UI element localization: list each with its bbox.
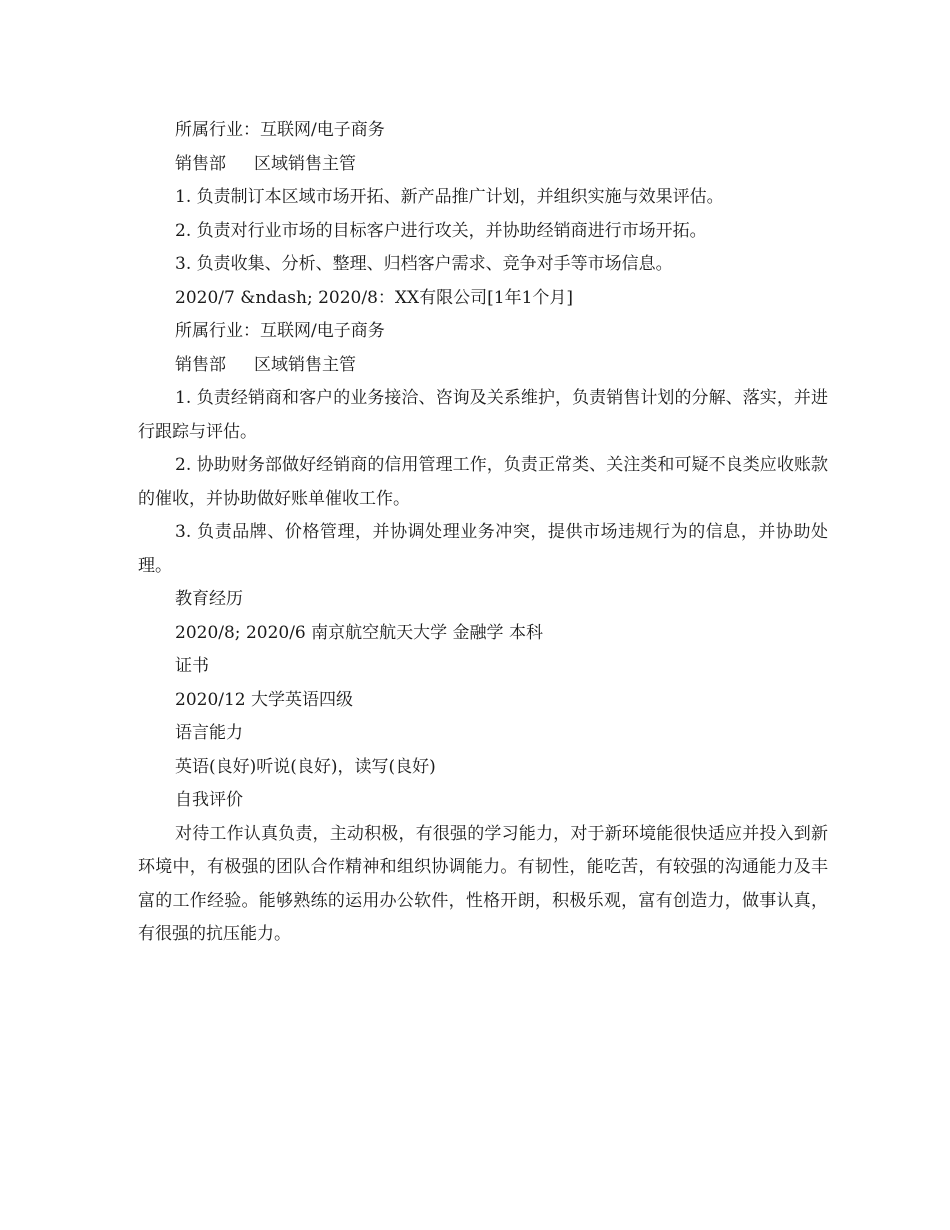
job2-dept-position [138, 148, 828, 182]
job2-industry: 所属行业：互联网/电子商务 [175, 120, 385, 140]
resume-content [138, 114, 828, 952]
job3-dept-position [138, 349, 828, 383]
job2-department: 销售部 [175, 153, 226, 174]
job3-department: 销售部 [175, 354, 226, 375]
language-entry: 英语(良好)听说(良好)，读写(良好) [175, 756, 436, 777]
job2-duty-3: 3. 负责收集、分析、整理、归档客户需求、竞争对手等市场信息。 [175, 254, 673, 274]
job3-duty-3: 3. 负责品牌、价格管理，并协调处理业务冲突，提供市场违规行为的信息，并协助处理。 [138, 522, 828, 576]
self-evaluation-text: 对待工作认真负责，主动积极，有很强的学习能力，对于新环境能很快适应并投入到新环境中，有极强的团队合作精神和组织协调能力。有韧性，能吃苦，有较强的沟通能力及丰富的工作经验。能够熟练的运用办公软件，性格开朗，积极乐观，富有创造力，做事认真，有很强的抗压能力。 [138, 823, 828, 944]
certificates-heading: 证书 [175, 656, 209, 676]
language-heading: 语言能力 [175, 723, 243, 743]
self-evaluation-heading: 自我评价 [175, 790, 243, 810]
certificates-entry: 2020/12 大学英语四级 [175, 689, 354, 710]
job3-industry: 所属行业：互联网/电子商务 [175, 321, 385, 341]
job3-period: 2020/7 &ndash; 2020/8：XX有限公司[1年1个月] [175, 287, 574, 308]
job2-duty-1: 1. 负责制订本区域市场开拓、新产品推广计划，并组织实施与效果评估。 [175, 187, 724, 207]
job3-position: 区域销售主管 [254, 354, 356, 375]
job2-position: 区域销售主管 [254, 153, 356, 174]
education-entry: 2020/8; 2020/6 南京航空航天大学 金融学 本科 [175, 622, 543, 643]
education-heading: 教育经历 [175, 589, 243, 609]
job3-duty-1: 1. 负责经销商和客户的业务接洽、咨询及关系维护，负责销售计划的分解、落实，并进行跟踪与评估。 [138, 388, 828, 442]
job2-duty-2: 2. 负责对行业市场的目标客户进行攻关，并协助经销商进行市场开拓。 [175, 220, 707, 241]
job3-duty-2: 2. 协助财务部做好经销商的信用管理工作，负责正常类、关注类和可疑不良类应收账款的催收，并协助做好账单催收工作。 [138, 455, 828, 509]
